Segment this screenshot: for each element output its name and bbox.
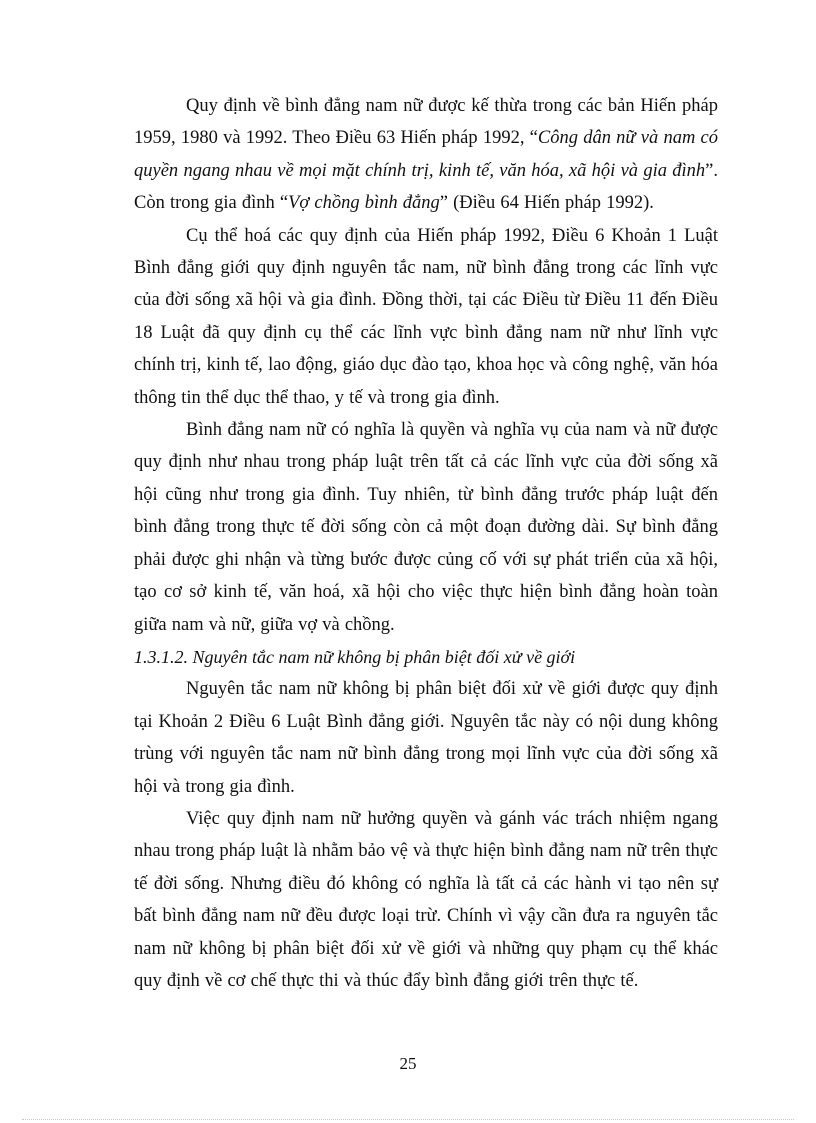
text-run: Nguyên tắc nam nữ không bị phân biệt đối xử về giới được quy định tại Khoản 2 Điều 6 Luật Bình đẳng giới. Nguyên tắc này có nội dung không trùng với nguyên tắc nam nữ bình đẳng trong mọi lĩnh vực của đời sống xã hội và trong gia đình. bbox=[134, 679, 718, 797]
paragraph-gender-equality-law bbox=[134, 220, 718, 414]
paragraph-enforcement bbox=[134, 803, 718, 997]
quote-spouses-equal: Vợ chồng bình đẳng bbox=[288, 193, 440, 214]
section-heading: 1.3.1.2. Nguyên tắc nam nữ không bị phân biệt đối xử về giới bbox=[134, 646, 576, 667]
page-body bbox=[134, 90, 718, 997]
page-number: 25 bbox=[399, 1054, 417, 1073]
page-bottom-divider bbox=[22, 1119, 794, 1120]
text-run: Bình đẳng nam nữ có nghĩa là quyền và nghĩa vụ của nam và nữ được quy định như nhau trong pháp luật trên tất cả các lĩnh vực của đời sống xã hội cũng như trong gia đình. Tuy nhiên, từ bình đẳng trước pháp luật đến bình đẳng trong thực tế đời sống còn cả một đoạn đường dài. Sự bình đẳng phải được ghi nhận và từng bước được củng cố với sự phát triển của xã hội, tạo cơ sở kinh tế, văn hoá, xã hội cho việc thực hiện bình đẳng hoàn toàn giữa nam và nữ, giữa vợ và chồng. bbox=[134, 420, 718, 635]
text-run: ”. Còn trong gia đình “ bbox=[134, 160, 718, 214]
text-run: Cụ thể hoá các quy định của Hiến pháp 1992, Điều 6 Khoản 1 Luật Bình đẳng giới quy định nguyên tắc nam, nữ bình đẳng trong các lĩnh vực của đời sống xã hội và gia đình. Đồng thời, tại các Điều từ Điều 11 đến Điều 18 Luật đã quy định cụ thể các lĩnh vực bình đẳng nam nữ như lĩnh vực chính trị, kinh tế, lao động, giáo dục đào tạo, khoa học và công nghệ, văn hóa thông tin thể dục thể thao, y tế và trong gia đình. bbox=[134, 225, 718, 408]
paragraph-non-discrimination bbox=[134, 673, 718, 803]
quote-citizens-equal-rights: Công dân nữ và nam có quyền ngang nhau về mọi mặt chính trị, kinh tế, văn hóa, xã hội và gia đình bbox=[134, 128, 718, 181]
text-run: ” (Điều 64 Hiến pháp 1992). bbox=[439, 193, 654, 214]
paragraph-equality-meaning bbox=[134, 414, 718, 641]
paragraph-constitution bbox=[134, 90, 718, 220]
text-run: Quy định về bình đẳng nam nữ được kế thừa trong các bản Hiến pháp 1959, 1980 và 1992. Theo Điều 63 Hiến pháp 1992, “ bbox=[134, 96, 718, 149]
text-run: Việc quy định nam nữ hưởng quyền và gánh vác trách nhiệm ngang nhau trong pháp luật là nhằm bảo vệ và thực hiện bình đẳng nam nữ trên thực tế đời sống. Nhưng điều đó không có nghĩa là tất cả các hành vi tạo nên sự bất bình đẳng nam nữ đều được loại trừ. Chính vì vậy cần đưa ra nguyên tắc nam nữ không bị phân biệt đối xử về giới và những quy phạm cụ thể khác quy định về cơ chế thực thi và thúc đẩy bình đẳng giới trên thực tế. bbox=[134, 808, 718, 991]
